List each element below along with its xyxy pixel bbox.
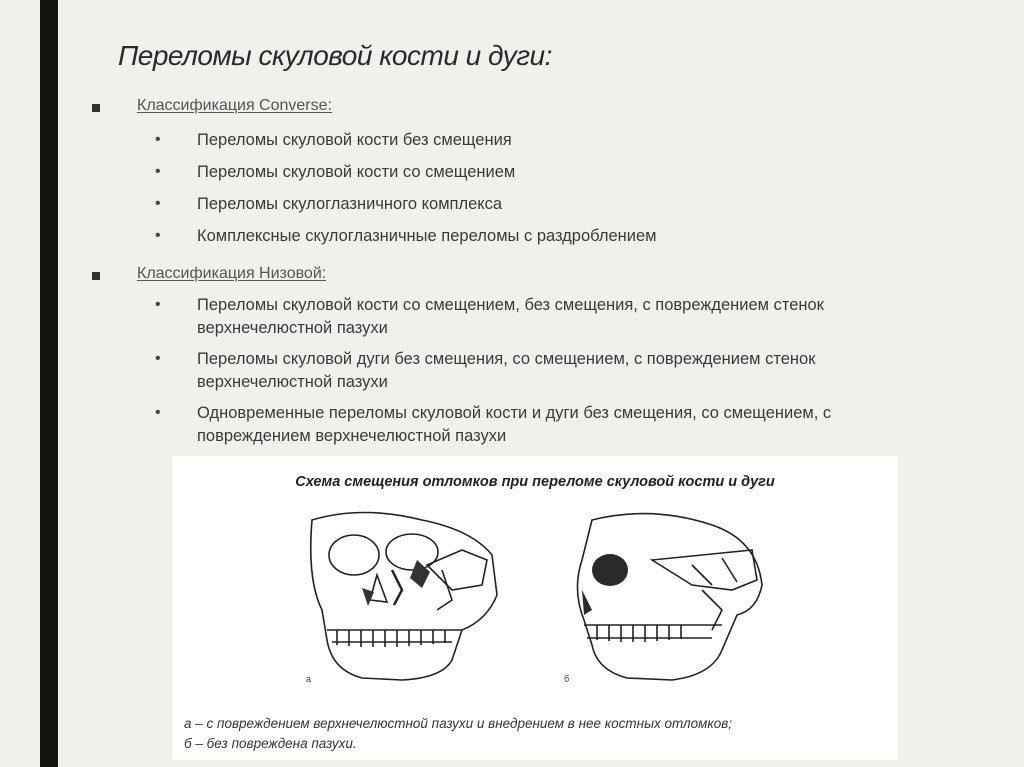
bullet-dot-icon: • [155,227,161,244]
list-item: Комплексные скулоглазничные переломы с раздроблением [197,227,657,245]
section-heading-converse: Классификация Converse: [137,97,332,114]
square-bullet-icon [92,104,100,112]
bullet-dot-icon: • [155,131,161,148]
skull-a-illustration [302,510,512,685]
square-bullet-icon [92,272,100,280]
list-item: Переломы скуловой кости со смещением, без смещения, с повреждением стенок верхнечелюстной пазухи [197,296,824,337]
list-item: Переломы скуловой дуги без смещения, со смещением, с повреждением стенок верхнечелюстной пазухи [197,350,816,391]
left-accent-bar [40,0,58,767]
list-item: Переломы скуловой кости без смещения [197,131,512,149]
figure-label-a: а [306,674,312,684]
list-item: Одновременные переломы скуловой кости и дуги без смещения, со смещением, с повреждением верхнечелюстной пазухи [197,404,832,445]
bullet-dot-icon: • [155,404,161,421]
figure-caption-line1: а – с повреждением верхнечелюстной пазухи и внедрением в нее костных отломков; [184,716,733,731]
bullet-dot-icon: • [155,350,161,367]
bullet-dot-icon: • [155,296,161,313]
slide-title: Переломы скуловой кости и дуги: [118,40,552,71]
skull-figure [172,456,898,760]
section-heading-nizovaya: Классификация Низовой: [137,265,327,282]
figure-title: Схема смещения отломков при переломе скуловой кости и дуги [295,474,775,490]
list-item: Переломы скулоглазничного комплекса [197,195,503,213]
figure-label-b: б [564,674,570,684]
figure-caption-line2: б – без повреждена пазухи. [184,736,357,751]
bullet-dot-icon: • [155,195,161,212]
skull-b-illustration [572,510,772,690]
bullet-dot-icon: • [155,163,161,180]
list-item: Переломы скуловой кости со смещением [197,163,516,181]
